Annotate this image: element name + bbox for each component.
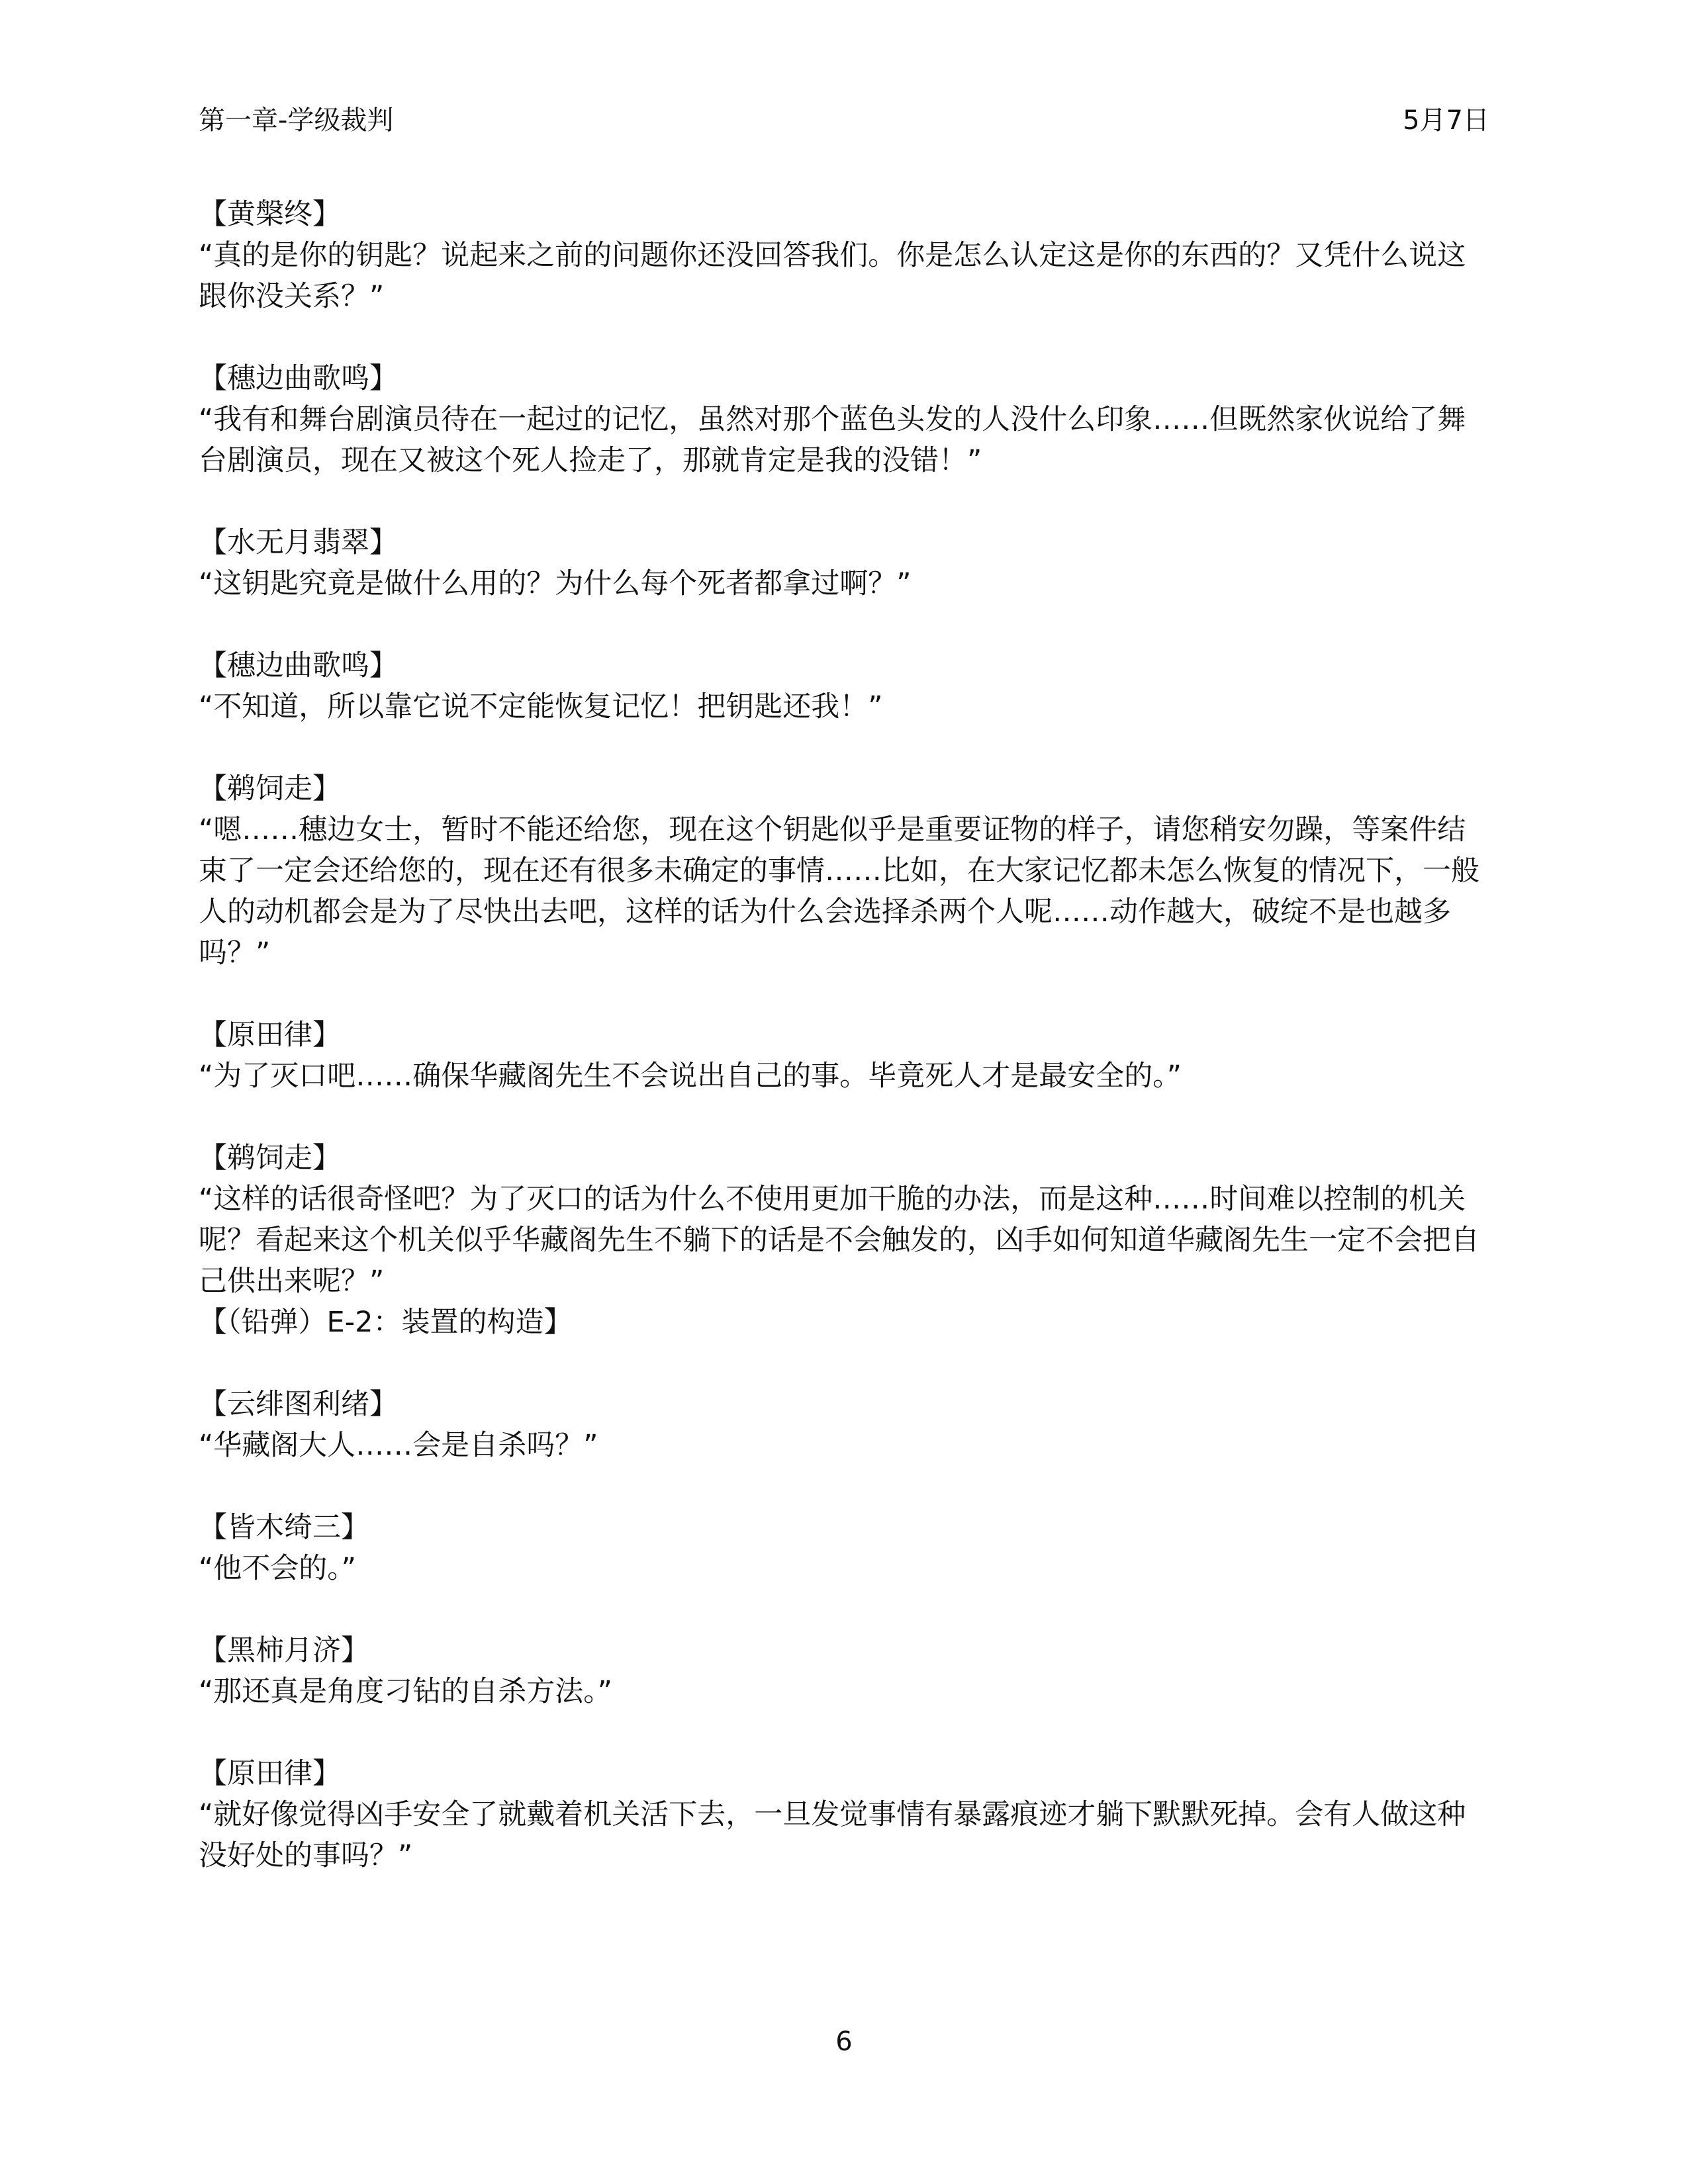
speaker-name: 【穗边曲歌鸣】 [199, 362, 398, 395]
dialogue-block [199, 194, 1489, 317]
dialogue-line: “嗯……穗边女士，暂时不能还给您，现在这个钥匙似乎是重要证物的样子，请您稍安勿躁，等案件结束了一定会还给您的，现在还有很多未确定的事情……比如，在大家记忆都未怎么恢复的情况下，一般人的动机都会是为了尽快出去吧，这样的话为什么会选择杀两个人呢……动作越大，破绽不是也越多吗？” [199, 813, 1479, 970]
dialogue-line: “真的是你的钥匙？说起来之前的问题你还没回答我们。你是怎么认定这是你的东西的？又凭什么说这跟你没关系？” [199, 239, 1466, 313]
dialogue-line: “这钥匙究竟是做什么用的？为什么每个死者都拿过啊？” [199, 567, 912, 600]
evidence-marker: 【（铅弹）E-2：装置的构造】 [199, 1306, 573, 1339]
dialogue-block [199, 1753, 1489, 1876]
dialogue-block [199, 1630, 1489, 1712]
speaker-name: 【原田律】 [199, 1019, 341, 1052]
dialogue-block [199, 1384, 1489, 1466]
chapter-title: 第一章-学级裁判 [199, 105, 394, 136]
speaker-name: 【云绯图利绪】 [199, 1388, 398, 1421]
dialogue-block [199, 768, 1489, 974]
dialogue-line: “华藏阁大人……会是自杀吗？” [199, 1429, 598, 1462]
dialogue-line: “我有和舞台剧演员待在一起过的记忆，虽然对那个蓝色头发的人没什么印象……但既然家伙说给了舞台剧演员，现在又被这个死人捡走了，那就肯定是我的没错！” [199, 403, 1466, 477]
dialogue-line: “不知道，所以靠它说不定能恢复记忆！把钥匙还我！” [199, 690, 883, 723]
speaker-name: 【鹈饲走】 [199, 1142, 341, 1175]
speaker-name: 【皆木绮三】 [199, 1511, 369, 1544]
dialogue-block [199, 358, 1489, 481]
dialogue-line: “这样的话很奇怪吧？为了灭口的话为什么不使用更加干脆的办法，而是这种……时间难以控制的机关呢？看起来这个机关似乎华藏阁先生不躺下的话是不会触发的，凶手如何知道华藏阁先生一定不会把自己供出来呢？” [199, 1183, 1479, 1298]
page-header [199, 101, 1489, 140]
dialogue-line: “那还真是角度刁钻的自杀方法。” [199, 1675, 613, 1708]
dialogue-block [199, 1015, 1489, 1097]
page-number: 6 [835, 2026, 853, 2057]
script-body [199, 194, 1489, 1917]
speaker-name: 【原田律】 [199, 1757, 341, 1790]
speaker-name: 【鹈饲走】 [199, 772, 341, 805]
speaker-name: 【黄槃终】 [199, 198, 341, 231]
page-date: 5月7日 [1403, 105, 1489, 136]
speaker-name: 【穗边曲歌鸣】 [199, 649, 398, 682]
speaker-name: 【水无月翡翠】 [199, 526, 398, 559]
dialogue-line: “就好像觉得凶手安全了就戴着机关活下去，一旦发觉事情有暴露痕迹才躺下默默死掉。会有人做这种没好处的事吗？” [199, 1798, 1466, 1872]
speaker-name: 【黑柿月济】 [199, 1634, 369, 1667]
dialogue-block [199, 1507, 1489, 1589]
dialogue-line: “他不会的。” [199, 1552, 357, 1585]
dialogue-block [199, 1138, 1489, 1343]
dialogue-block [199, 645, 1489, 727]
dialogue-block [199, 522, 1489, 604]
dialogue-line: “为了灭口吧……确保华藏阁先生不会说出自己的事。毕竟死人才是最安全的。” [199, 1060, 1182, 1093]
